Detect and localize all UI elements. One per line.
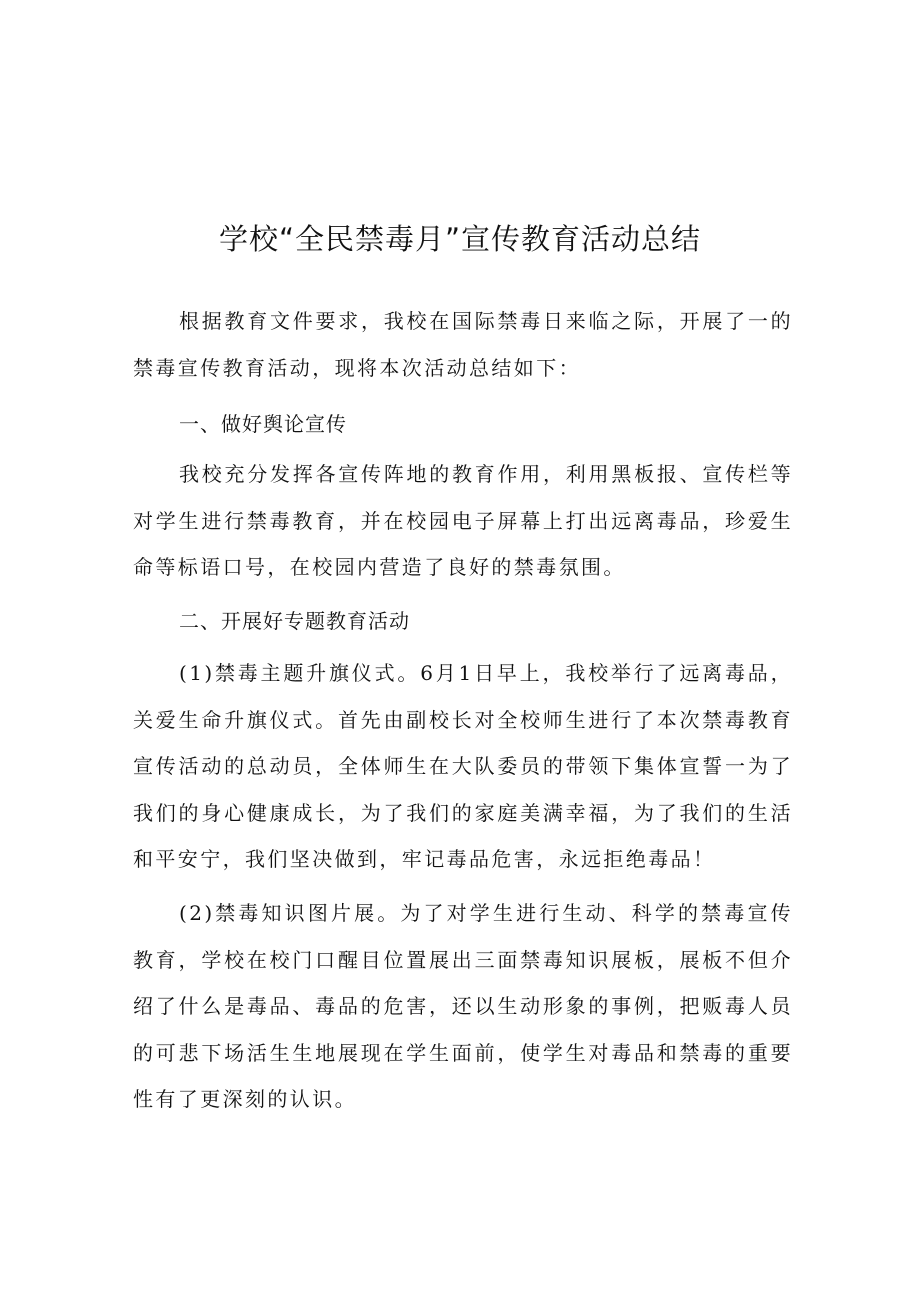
section-heading-publicity: 一、做好舆论宣传	[179, 412, 347, 436]
intro-paragraph: 根据教育文件要求，我校在国际禁毒日来临之际，开展了一的禁毒宣传教育活动，现将本次活动总结如下：	[133, 309, 793, 380]
section-heading-activities: 二、开展好专题教育活动	[179, 609, 410, 633]
activity-item-picture-exhibition: (2)禁毒知识图片展。为了对学生进行生动、科学的禁毒宣传教育，学校在校门口醒目位置展出三面禁毒知识展板，展板不但介绍了什么是毒品、毒品的危害，还以生动形象的事例，把贩毒人员的可悲下场活生生地展现在学生面前，使学生对毒品和禁毒的重要性有了更深刻的认识。	[133, 901, 793, 1112]
section-paragraph-publicity: 我校充分发挥各宣传阵地的教育作用，利用黑板报、宣传栏等对学生进行禁毒教育，并在校园电子屏幕上打出远离毒品，珍爱生命等标语口号，在校园内营造了良好的禁毒氛围。	[133, 462, 793, 580]
document-title: 学校“全民禁毒月”宣传教育活动总结	[218, 222, 702, 256]
activity-item-flag-ceremony: (1)禁毒主题升旗仪式。6月1日早上，我校举行了远离毒品，关爱生命升旗仪式。首先由副校长对全校师生进行了本次禁毒教育宣传活动的总动员，全体师生在大队委员的带领下集体宣誓一为了我们的身心健康成长，为了我们的家庭美满幸福，为了我们的生活和平安宁，我们坚决做到，牢记毒品危害，永远拒绝毒品！	[133, 661, 793, 872]
